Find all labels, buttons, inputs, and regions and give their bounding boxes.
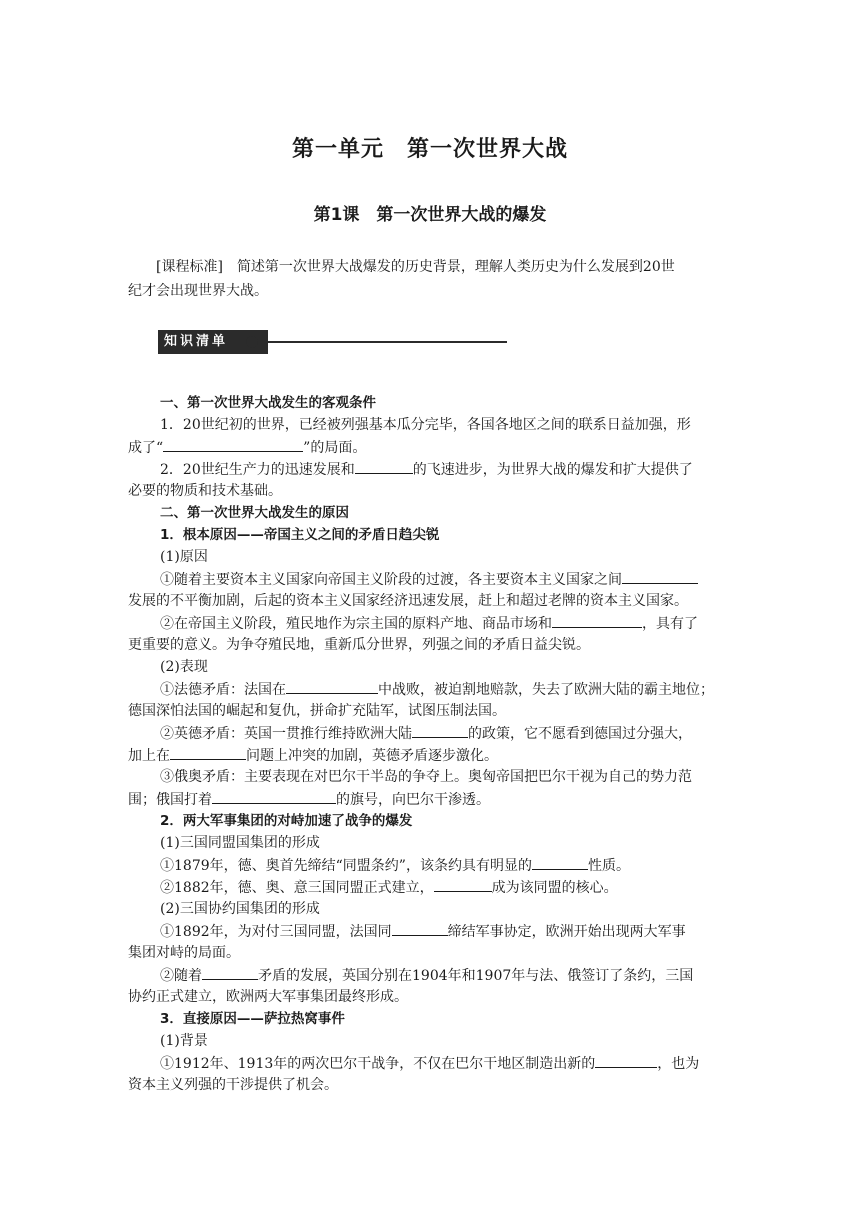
fill-blank[interactable] [170, 744, 246, 760]
fill-blank[interactable] [552, 612, 642, 628]
lesson-title: 第1课 第一次世界大战的爆发 [313, 205, 547, 225]
fill-blank[interactable] [163, 436, 303, 452]
text-segment: 发展的不平衡加剧，后起的资本主义国家经济迅速发展，赶上和超过老牌的资本主义国家。 [128, 593, 688, 609]
text-segment: ①1892年，为对付三国同盟，法国同 [160, 924, 392, 940]
text-line [160, 898, 732, 920]
text-segment: 缔结军事协定，欧洲开始出现两大军事 [447, 924, 686, 940]
text-line [160, 920, 732, 942]
text-line [160, 854, 732, 876]
unit-title: 第一单元 第一次世界大战 [291, 137, 568, 162]
text-segment: 围；俄国打着 [128, 792, 212, 808]
text-segment: 必要的物质和技术基础。 [128, 483, 282, 499]
text-line [160, 766, 732, 788]
knowledge-body [128, 392, 732, 1096]
text-segment: ③俄奥矛盾：主要表现在对巴尔干半岛的争夺上。奥匈帝国把巴尔干视为自己的势力范 [160, 769, 692, 785]
text-segment: 集团对峙的局面。 [128, 945, 240, 961]
fill-blank[interactable] [202, 964, 258, 980]
fill-blank[interactable] [392, 920, 448, 936]
text-segment: ②随着 [160, 968, 202, 984]
text-segment: ②英德矛盾：英国一贯推行维持欧洲大陆 [160, 726, 412, 742]
text-segment: ①1879年，德、奥首先缔结“同盟条约”，该条约具有明显的 [160, 858, 532, 874]
text-line [128, 986, 732, 1008]
fill-blank[interactable] [212, 788, 336, 804]
text-segment: ②1882年，德、奥、意三国同盟正式建立， [160, 880, 434, 896]
text-line [160, 546, 732, 568]
section-heading: 一、第一次世界大战发生的客观条件 [160, 395, 376, 411]
text-line [160, 678, 732, 700]
text-line [160, 876, 732, 898]
text-line [160, 568, 732, 590]
text-line [128, 1074, 732, 1096]
fill-blank[interactable] [286, 678, 378, 694]
text-line [160, 414, 732, 436]
text-line [128, 700, 732, 722]
text-segment: 矛盾的发展，英国分别在1904年和1907年与法、俄签订了条约，三国 [258, 968, 694, 984]
text-segment: 资本主义列强的干涉提供了机会。 [128, 1077, 338, 1093]
header-divider [265, 341, 507, 343]
text-segment: ①随着主要资本主义国家向帝国主义阶段的过渡，各主要资本主义国家之间 [160, 572, 622, 588]
text-segment: 德国深怕法国的崛起和复仇，拼命扩充陆军，试图压制法国。 [128, 703, 506, 719]
subsection-heading: 3．直接原因——萨拉热窝事件 [160, 1011, 345, 1027]
fill-blank[interactable] [595, 1052, 657, 1068]
text-segment: (1)三国同盟国集团的形成 [160, 835, 320, 851]
knowledge-list-badge: 知识清单 [158, 330, 268, 354]
text-segment: 性质。 [587, 858, 630, 874]
fill-blank[interactable] [412, 722, 468, 738]
text-line [160, 722, 732, 744]
text-segment: 更重要的意义。为争夺殖民地，重新瓜分世界，列强之间的矛盾日益尖锐。 [128, 637, 590, 653]
text-line [160, 612, 732, 634]
badge-dot-icon [246, 336, 258, 348]
text-segment: 的旗号，向巴尔干渗透。 [336, 792, 490, 808]
text-segment: 1．20世纪初的世界，已经被列强基本瓜分完毕，各国各地区之间的联系日益加强，形 [160, 417, 691, 433]
text-line [160, 1030, 732, 1052]
text-segment: (1)背景 [160, 1033, 208, 1049]
text-segment: (1)原因 [160, 549, 208, 565]
text-segment: ”的局面。 [303, 440, 367, 456]
text-segment: 的飞速进步，为世界大战的爆发和扩大提供了 [412, 462, 693, 478]
text-line [160, 656, 732, 678]
text-segment: 协约正式建立，欧洲两大军事集团最终形成。 [128, 989, 408, 1005]
text-line [128, 480, 732, 502]
text-segment: ①法德矛盾：法国在 [160, 682, 286, 698]
text-segment: ①1912年、1913年的两次巴尔干战争，不仅在巴尔干地区制造出新的 [160, 1056, 596, 1072]
course-standard-line-2: 纪才会出现世界大战。 [128, 283, 268, 299]
course-standard-label: [课程标准] [156, 259, 223, 275]
fill-blank[interactable] [622, 568, 698, 584]
course-standard [128, 255, 732, 303]
text-segment: ②在帝国主义阶段，殖民地作为宗主国的原料产地、商品市场和 [160, 616, 552, 632]
text-line [128, 590, 732, 612]
subsection-heading: 2．两大军事集团的对峙加速了战争的爆发 [160, 813, 413, 829]
fill-blank[interactable] [434, 876, 492, 892]
text-line [160, 964, 732, 986]
text-segment: 中战败，被迫割地赔款，失去了欧洲大陆的霸主地位； [378, 682, 714, 698]
text-line [128, 788, 732, 810]
text-segment: (2)表现 [160, 659, 208, 675]
fill-blank[interactable] [355, 458, 413, 474]
text-line [128, 634, 732, 656]
text-line [160, 832, 732, 854]
text-segment: ，也为 [657, 1056, 700, 1072]
text-line [128, 436, 732, 458]
text-line [160, 458, 732, 480]
text-segment: 成了“ [128, 440, 164, 456]
fill-blank[interactable] [532, 854, 588, 870]
text-segment: 成为该同盟的核心。 [491, 880, 618, 896]
text-segment: (2)三国协约国集团的形成 [160, 901, 320, 917]
subsection-heading: 1．根本原因——帝国主义之间的矛盾日趋尖锐 [160, 527, 440, 543]
text-segment: 的政策，它不愿看到德国过分强大， [468, 726, 692, 742]
text-segment: 问题上冲突的加剧，英德矛盾逐步激化。 [246, 748, 498, 764]
text-line [128, 942, 732, 964]
section-heading: 二、第一次世界大战发生的原因 [160, 505, 349, 521]
text-line [160, 1052, 732, 1074]
text-segment: ，具有了 [642, 616, 698, 632]
course-standard-line-1: 简述第一次世界大战爆发的历史背景，理解人类历史为什么发展到20世 [236, 259, 675, 275]
text-segment: 加上在 [128, 748, 170, 764]
text-segment: 2．20世纪生产力的迅速发展和 [160, 462, 355, 478]
text-line [128, 744, 732, 766]
